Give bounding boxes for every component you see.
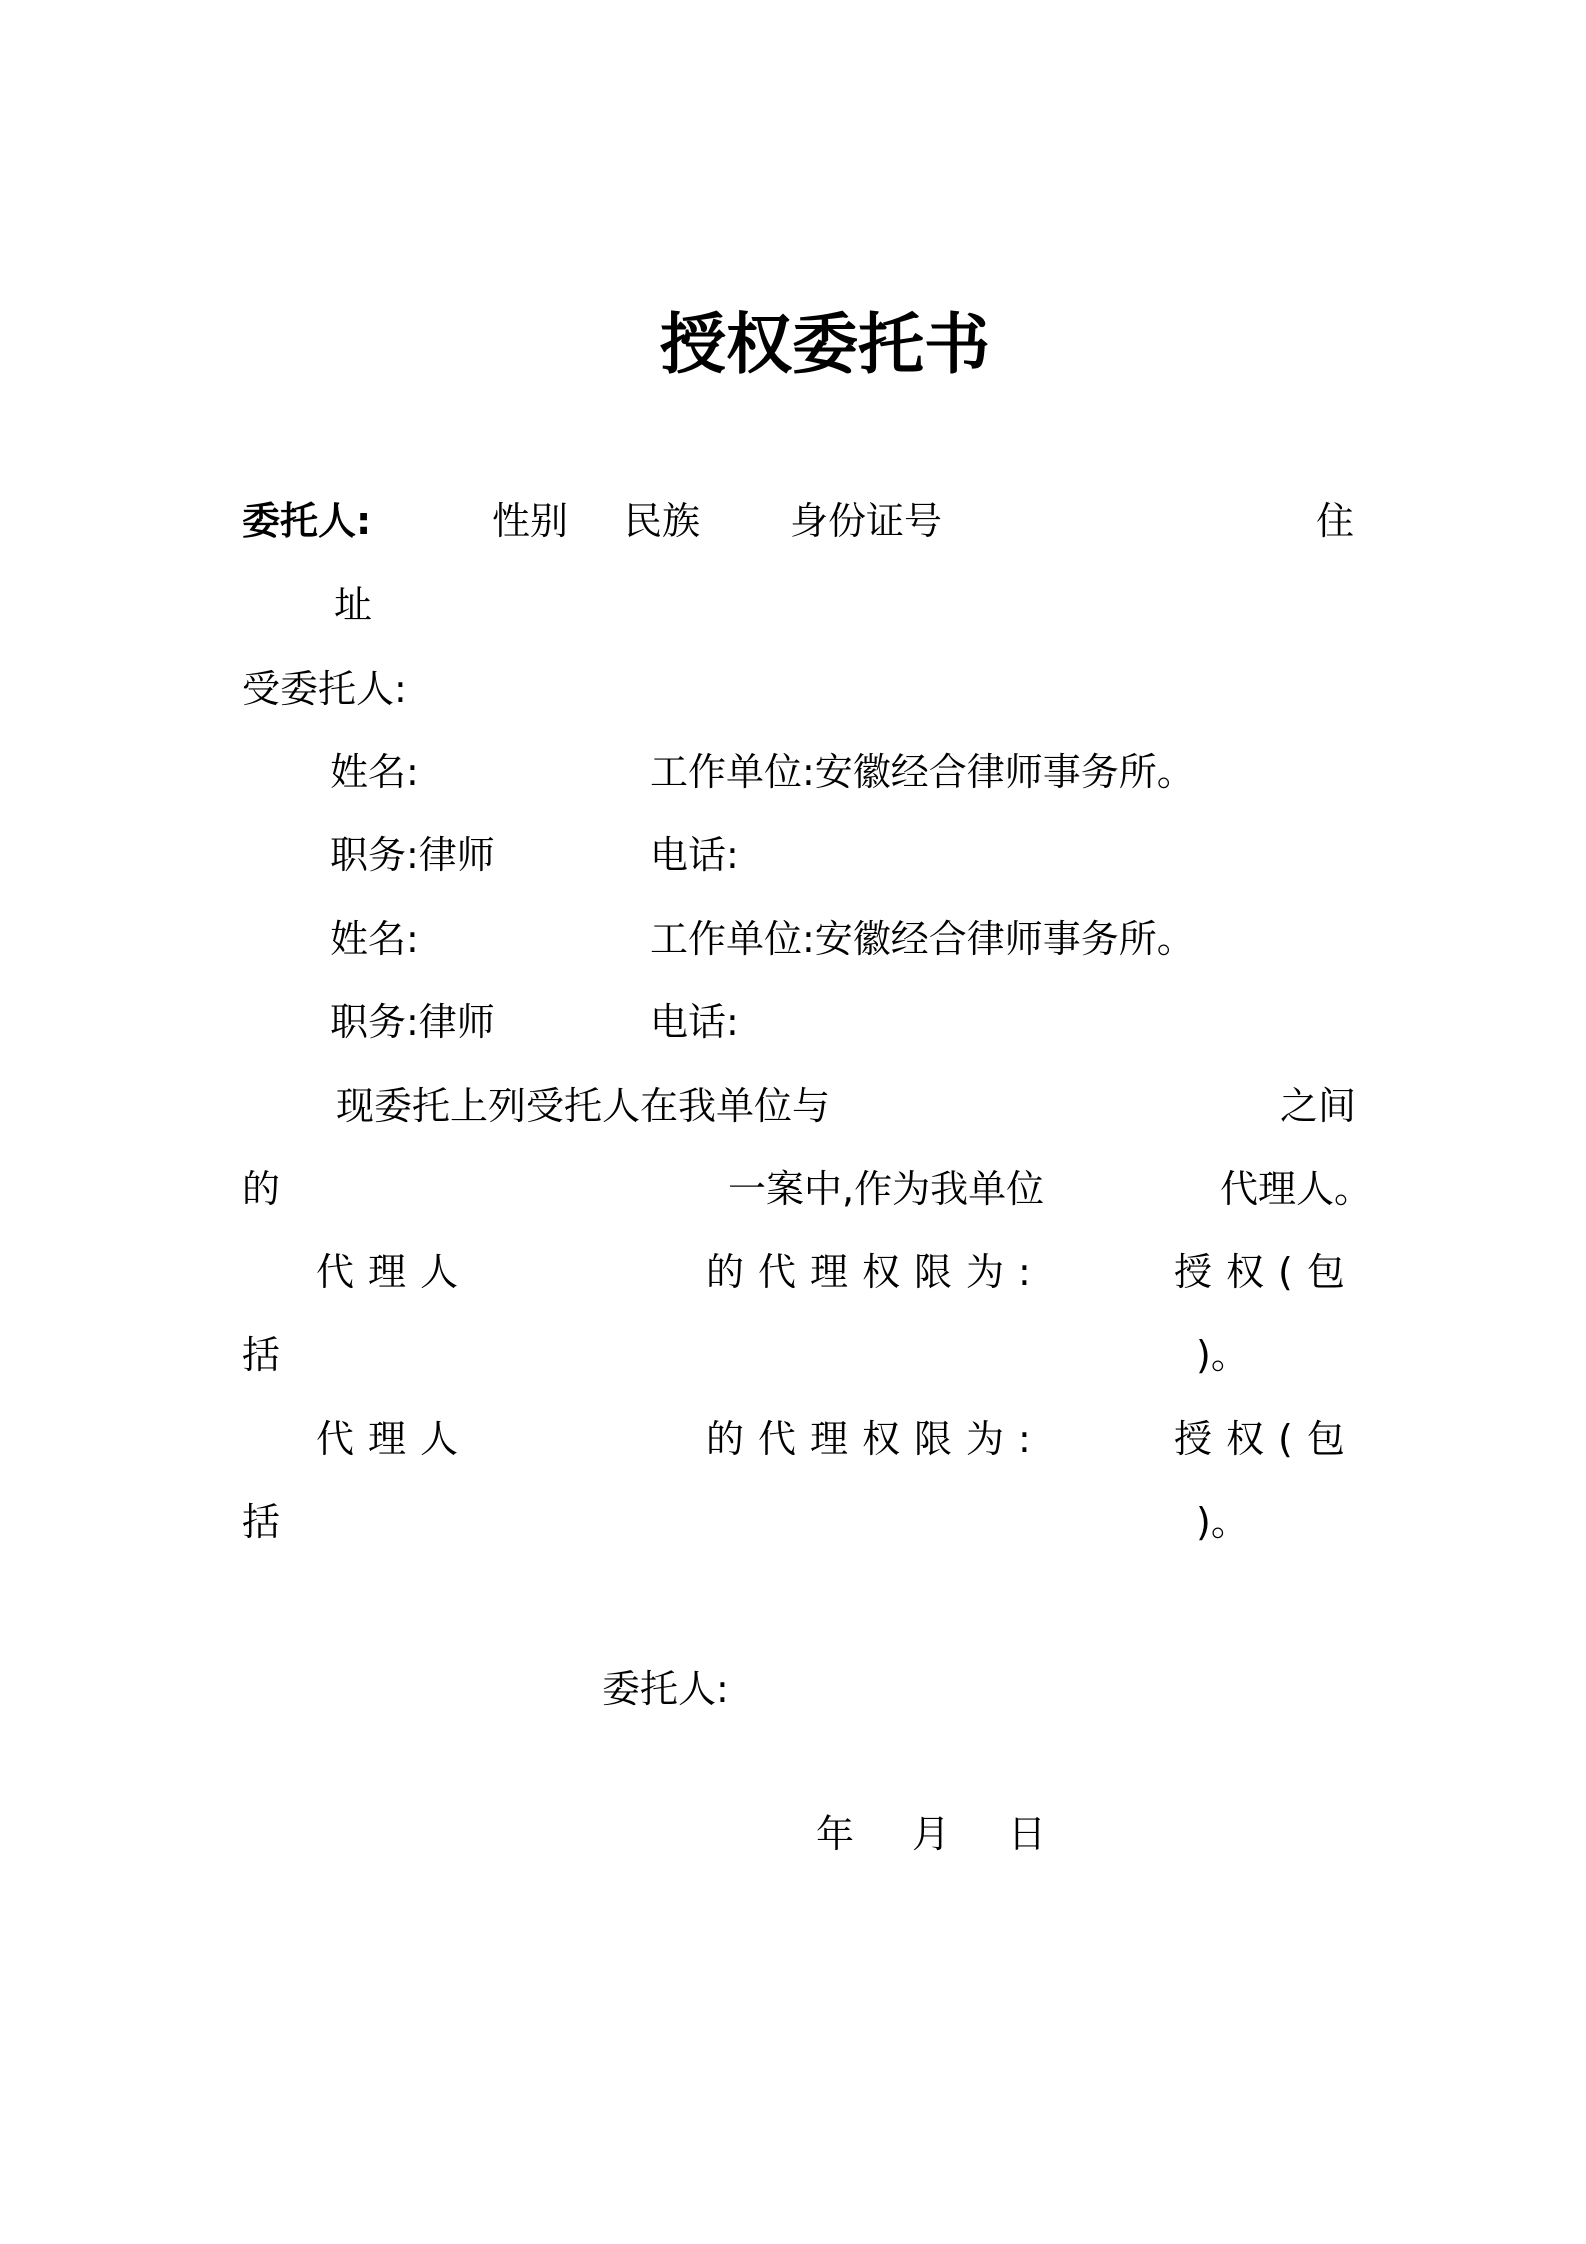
agent-1-phone-label: 电话: xyxy=(650,833,739,877)
gender-label: 性别 xyxy=(492,499,569,543)
agent-2-position: 职务:律师 xyxy=(330,1000,495,1044)
ethnicity-label: 民族 xyxy=(624,499,701,543)
authority-2-agent-label: 代理人 xyxy=(316,1417,473,1461)
agent-2-phone-label: 电话: xyxy=(650,1000,739,1044)
authority-1-include-start: 括 xyxy=(242,1333,281,1377)
agent-1-workplace: 工作单位:安徽经合律师事务所。 xyxy=(650,750,1195,794)
address-label-part2: 址 xyxy=(334,583,373,627)
date-day-label: 日 xyxy=(1008,1812,1047,1856)
agent-2-name-label: 姓名: xyxy=(330,917,419,961)
agent-2-workplace: 工作单位:安徽经合律师事务所。 xyxy=(650,917,1195,961)
authority-2-include-end: )。 xyxy=(1196,1500,1249,1544)
agent-section-label: 受委托人: xyxy=(242,667,407,711)
entrust-text-part1: 现委托上列受托人在我单位与 xyxy=(336,1084,831,1128)
date-year-label: 年 xyxy=(816,1812,855,1856)
authority-2-grant-label: 授权(包 xyxy=(1174,1417,1359,1461)
authority-2-include-start: 括 xyxy=(242,1500,281,1544)
authority-1-agent-label: 代理人 xyxy=(316,1250,473,1294)
address-label-part1: 住 xyxy=(1316,499,1355,543)
agent-1-name-label: 姓名: xyxy=(330,750,419,794)
authority-2-scope-label: 的代理权限为: xyxy=(706,1417,1045,1461)
authority-1-grant-label: 授权(包 xyxy=(1174,1250,1359,1294)
authority-1-include-end: )。 xyxy=(1196,1333,1249,1377)
entrust-text-part3: 的 xyxy=(242,1167,281,1211)
document-title: 授权委托书 xyxy=(660,306,990,383)
date-month-label: 月 xyxy=(912,1812,951,1856)
principal-label: 委托人: xyxy=(242,499,372,543)
agent-1-position: 职务:律师 xyxy=(330,833,495,877)
entrust-text-part2: 之间 xyxy=(1280,1084,1357,1128)
authority-1-scope-label: 的代理权限为: xyxy=(706,1250,1045,1294)
id-number-label: 身份证号 xyxy=(790,499,943,543)
entrust-text-part5: 代理人。 xyxy=(1220,1167,1373,1211)
signature-label: 委托人: xyxy=(602,1667,729,1711)
entrust-text-part4: 一案中,作为我单位 xyxy=(728,1167,1045,1211)
